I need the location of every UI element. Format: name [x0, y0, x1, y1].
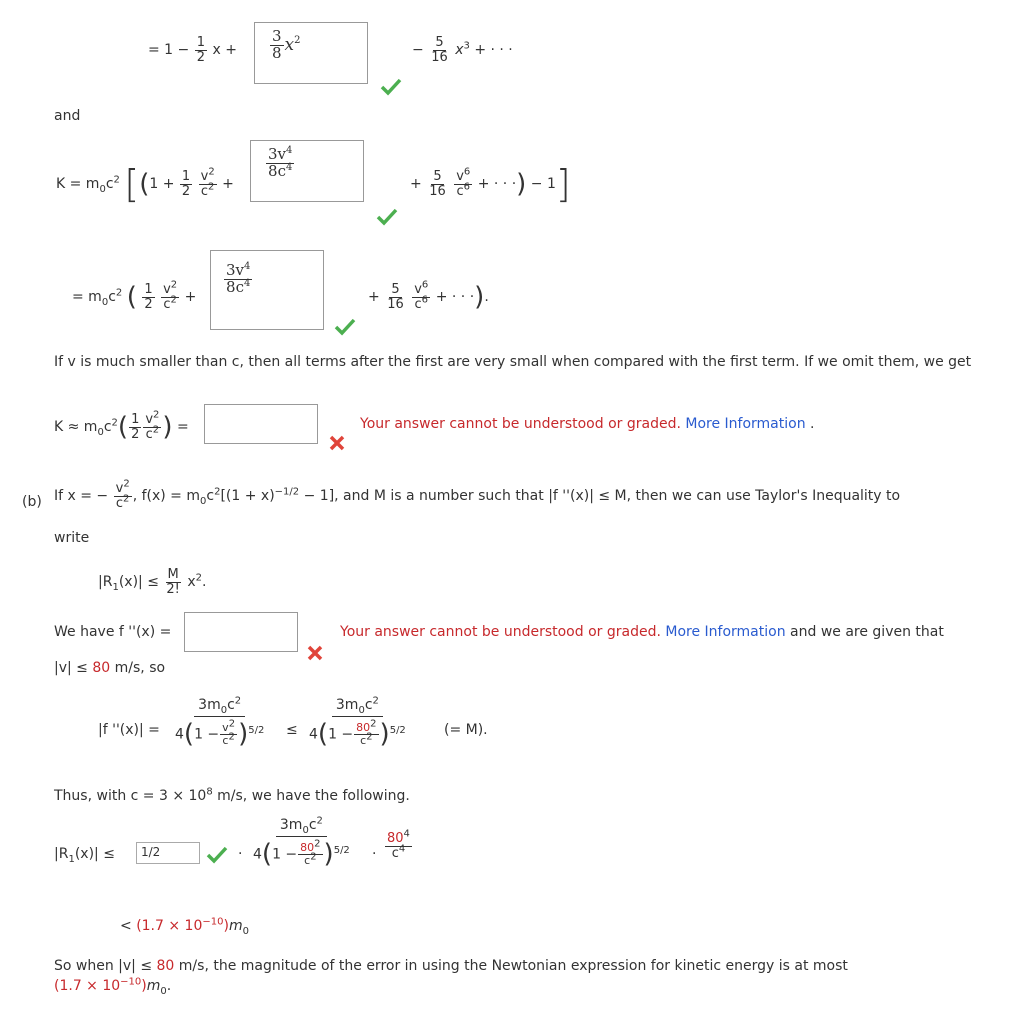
part-b-statement: If x = − $\frac{v^2}{c^2}$ , $f(x) = m_0c^2[(1 + x)^{-1/2} - 1]$, and M is a number such that |f ''(x)| ≤ M, then we can use Taylor's Inequality to — [54, 478, 901, 511]
second-derivative-input[interactable] — [184, 612, 298, 652]
taylor-inequality: $|R_1(x)|$ ≤ $\frac{M}{2!}$ $x^2$. — [98, 567, 207, 597]
series-line-1 — [148, 36, 237, 64]
expr-text: = 1 − — [148, 42, 190, 59]
series-line-1-tail: − $\frac{5}{16}$ $x^3$ + · · · — [412, 35, 513, 65]
remainder-bound-lhs: $|R_1(x)|$ ≤ — [54, 846, 115, 865]
check-icon — [206, 846, 228, 864]
error-message: Your answer cannot be understood or graded. More Information and we are given that — [340, 624, 944, 640]
bound-lhs: |f ''(x)| = — [98, 722, 160, 738]
eighty-fraction: $\frac{80^4}{c^4}$ — [387, 828, 410, 861]
kinetic-energy-series-tail: + $\frac{5}{16}$ $\frac{v^6}{c^6}$ + · · ·) − 1] — [410, 162, 571, 206]
more-information-link[interactable]: More Information — [685, 416, 806, 432]
error-message: Your answer cannot be understood or graded. More Information . — [360, 416, 815, 432]
check-icon — [376, 208, 398, 226]
expansion-line-tail: + $\frac{5}{16}$ $\frac{v^6}{c^6}$ + · · ·). — [368, 279, 489, 312]
part-b-label: (b) — [22, 494, 42, 510]
expansion-line: = $m_0c^2$ ( $\frac{1}{2}$ $\frac{v^2}{c^2}$ + — [72, 279, 197, 312]
multiply-dot: · — [372, 846, 377, 862]
conclusion-paragraph: So when |v| ≤ 80 m/s, the magnitude of the error in using the Newtonian expression for kinetic energy is at most $(1.7 \times 10^{-10})m_0$. — [54, 958, 848, 997]
more-information-link[interactable]: More Information — [665, 624, 786, 640]
check-icon — [380, 78, 402, 96]
answer-box-1[interactable] — [254, 22, 368, 84]
leq-sign: ≤ — [286, 722, 298, 738]
fraction: $\frac{1}{2}$ — [196, 35, 206, 65]
less-than-result: < $(1.7 \times 10^{-10})m_0$ — [120, 916, 249, 937]
expr-text: x + — [212, 42, 237, 59]
bound-fraction-2: $3m_0c^2$ 4(1 − $\frac{80^2}{c^2}$ )$^{5/2}$ — [309, 695, 406, 749]
remainder-fraction: $3m_0c^2$ 4(1 − $\frac{80^2}{c^2}$ )$^{5/2}$ — [253, 815, 350, 869]
answer-content: $\frac{3}{8}$ $x^2$ — [272, 27, 301, 62]
check-icon — [334, 318, 356, 336]
approximation-line: $K \approx m_0c^2$( $\frac{1}{2}$ $\frac{v^2}{c^2}$ ) = — [54, 409, 189, 442]
kinetic-energy-series: $K = m_0c^2$ [(1 + $\frac{1}{2}$ $\frac{v^2}{c^2}$ + — [56, 162, 234, 206]
approximation-answer-input[interactable] — [204, 404, 318, 444]
second-derivative-label: We have f ''(x) = — [54, 624, 172, 640]
answer-box-3[interactable]: $\frac{3v^4}{8c^4}$ — [210, 250, 324, 330]
multiply-dot: · — [238, 846, 243, 862]
answer-box-2[interactable]: $\frac{3v^4}{8c^4}$ — [250, 140, 364, 202]
cross-icon — [328, 434, 346, 452]
and-label: and — [54, 108, 81, 124]
remainder-coefficient-input[interactable]: 1/2 — [136, 842, 200, 864]
thus-line: Thus, with $c = 3 \times 10^8$ m/s, we have the following. — [54, 786, 410, 804]
explanation-paragraph: If v is much smaller than c, then all terms after the first are very small when compared with the first term. If we omit them, we get — [54, 354, 972, 370]
velocity-constraint: |v| ≤ 80 m/s, so — [54, 660, 166, 676]
cross-icon — [306, 644, 324, 662]
write-label: write — [54, 530, 90, 546]
equals-m: (= M). — [444, 722, 488, 738]
bound-fraction-1: $3m_0c^2$ 4(1 − $\frac{v^2}{c^2}$ )$^{5/2}$ — [175, 695, 265, 749]
